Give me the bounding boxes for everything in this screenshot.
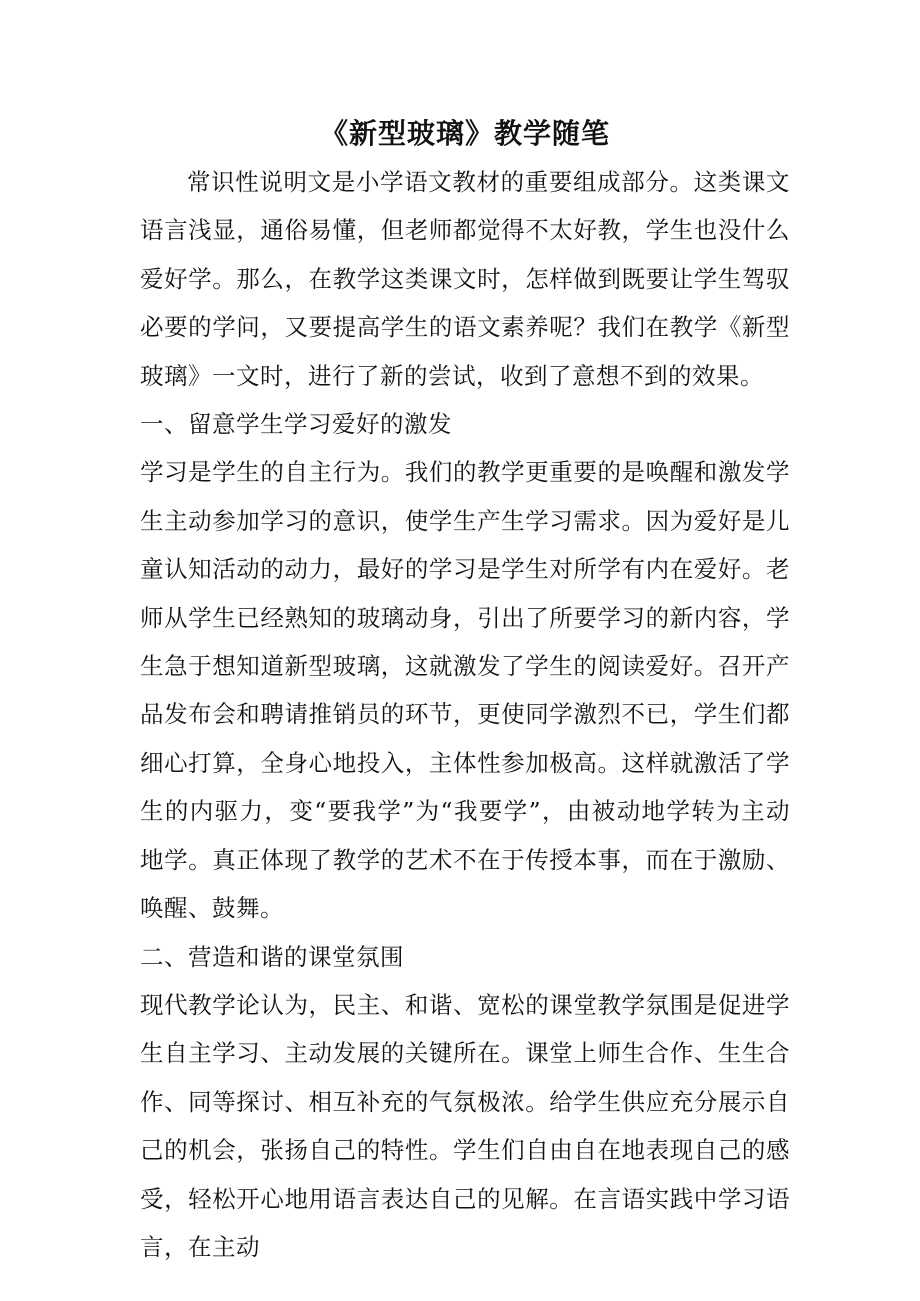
section-heading-2: 二、营造和谐的课堂氛围 — [140, 942, 404, 971]
section-body-2: 现代教学论认为，民主、和谐、宽松的课堂教学氛围是促进学生自主学习、主动发展的关键所在。课堂上师生合作、生生合作、同等探讨、相互补充的气氛极浓。给学生供应充分展示自己的机会，张扬自己的特性。学生们自由自在地表现自己的感受，轻松开心地用语言表达自己的见解。在言语实践中学习语言，在主动 — [140, 990, 790, 1261]
section-heading-1: 一、留意学生学习爱好的激发 — [140, 410, 452, 439]
document-title: 《新型玻璃》教学随笔 — [319, 117, 610, 150]
section-body-1: 学习是学生的自主行为。我们的教学更重要的是唤醒和激发学生主动参加学习的意识，使学生产生学习需求。因为爱好是儿童认知活动的动力，最好的学习是学生对所学有内在爱好。老师从学生已经熟知的玻璃动身，引出了所要学习的新内容，学生急于想知道新型玻璃，这就激发了学生的阅读爱好。召开产品发布会和聘请推销员的环节，更使同学激烈不已，学生们都细心打算，全身心地投入，主体性参加极高。这样就激活了学生的内驱力，变“要我学”为“我要学”，由被动地学转为主动地学。真正体现了教学的艺术不在于传授本事，而在于激励、唤醒、鼓舞。 — [140, 458, 790, 923]
document-page — [140, 112, 790, 1271]
intro-paragraph: 常识性说明文是小学语文教材的重要组成部分。这类课文语言浅显，通俗易懂，但老师都觉得不太好教，学生也没什么爱好学。那么，在教学这类课文时，怎样做到既要让学生驾驭必要的学问，又要提高学生的语文素养呢？我们在教学《新型玻璃》一文时，进行了新的尝试，收到了意想不到的效果。 — [140, 168, 790, 390]
